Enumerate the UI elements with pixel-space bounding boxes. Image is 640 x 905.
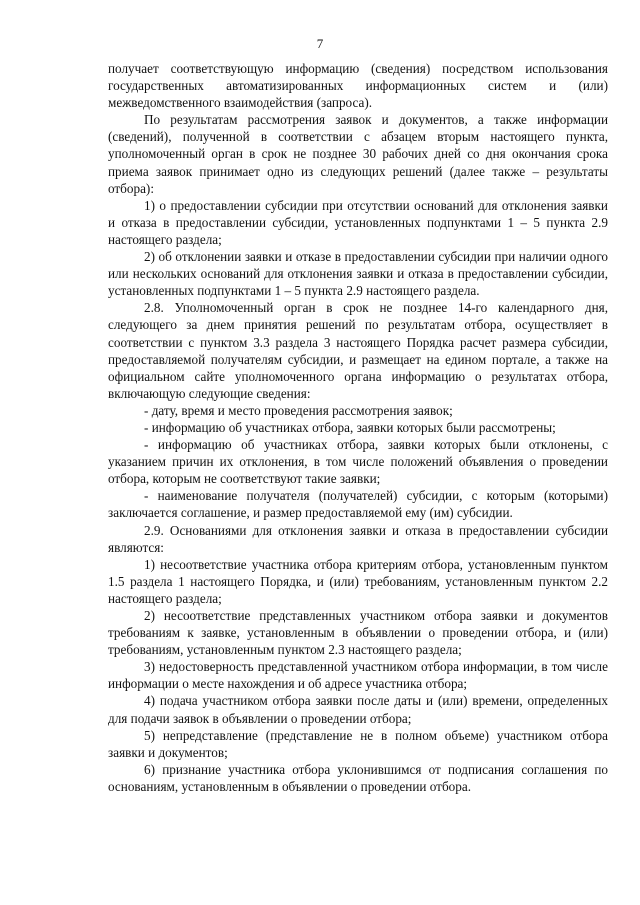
document-body bbox=[108, 60, 608, 795]
paragraph-2-9: 2.9. Основаниями для отклонения заявки и отказа в предоставлении субсидии являются: bbox=[108, 522, 608, 555]
paragraph-decision-1: 1) о предоставлении субсидии при отсутствии оснований для отклонения заявки и отказа в предоставлении субсидии, установленных подпунктами 1 – 5 пункта 2.9 настоящего раздела; bbox=[108, 197, 608, 247]
list-item-date-time-place: - дату, время и место проведения рассмотрения заявок; bbox=[144, 402, 453, 418]
list-item-reviewed-participants: - информацию об участниках отбора, заявки которых были рассмотрены; bbox=[144, 419, 556, 435]
ground-item-2: 2) несоответствие представленных участником отбора заявки и документов требованиям к заявке, установленным в объявлении о проведении отбора, и (или) требованиям, установленным пунктом 2.3 настоящего раздела; bbox=[108, 608, 608, 658]
paragraph-continuation: получает соответствующую информацию (сведения) посредством использования государственных автоматизированных информационных систем и (или) межведомственного взаимодействия (запроса). bbox=[108, 61, 608, 111]
list-item-rejected-participants: - информацию об участниках отбора, заявки которых были отклонены, с указанием причин их отклонения, в том числе положений объявления о проведении отбора, которым не соответствуют такие заявки; bbox=[108, 437, 608, 487]
paragraph-decision-2: 2) об отклонении заявки и отказе в предоставлении субсидии при наличии одного или нескольких оснований для отклонения заявки и отказа в предоставлении субсидии, установленных подпунктами 1 – 5 пункта 2.9 настоящего раздела. bbox=[108, 249, 608, 299]
paragraph-2-8: 2.8. Уполномоченный орган в срок не позднее 14-го календарного дня, следующего за днем принятия решений по результатам отбора, осуществляет в соответствии с пунктом 3.3 раздела 3 настоящего Порядка расчет размера субсидии, предоставляемой получателям субсидии, и размещает на едином портале, а также на официальном сайте уполномоченного органа информацию о результатах отбора, включающую следующие сведения: bbox=[108, 300, 608, 401]
ground-item-6: 6) признание участника отбора уклонившимся от подписания соглашения по основаниям, установленным в объявлении о проведении отбора. bbox=[108, 761, 608, 794]
ground-item-3: 3) недостоверность представленной участником отбора информации, в том числе информации о месте нахождения и об адресе участника отбора; bbox=[108, 659, 608, 692]
ground-item-1: 1) несоответствие участника отбора критериям отбора, установленным пунктом 1.5 раздела 1 настоящего Порядка, и (или) требованиям, установленным пунктом 2.2 настоящего раздела; bbox=[108, 556, 608, 606]
ground-item-5: 5) непредставление (представление не в полном объеме) участником отбора заявки и документов; bbox=[108, 727, 608, 760]
list-item-recipient-name: - наименование получателя (получателей) субсидии, с которым (которыми) заключается соглашение, и размер предоставляемой ему (им) субсидии. bbox=[108, 488, 608, 521]
ground-item-4: 4) подача участником отбора заявки после даты и (или) времени, определенных для подачи заявок в объявлении о проведении отбора; bbox=[108, 693, 608, 726]
page-number: 7 bbox=[316, 36, 324, 51]
paragraph-decision-intro: По результатам рассмотрения заявок и документов, а также информации (сведений), полученной в соответствии с абзацем вторым настоящего пункта, уполномоченный орган в срок не позднее 30 рабочих дней со дня окончания срока приема заявок принимает одно из следующих решений (далее также – результаты отбора): bbox=[108, 112, 608, 196]
